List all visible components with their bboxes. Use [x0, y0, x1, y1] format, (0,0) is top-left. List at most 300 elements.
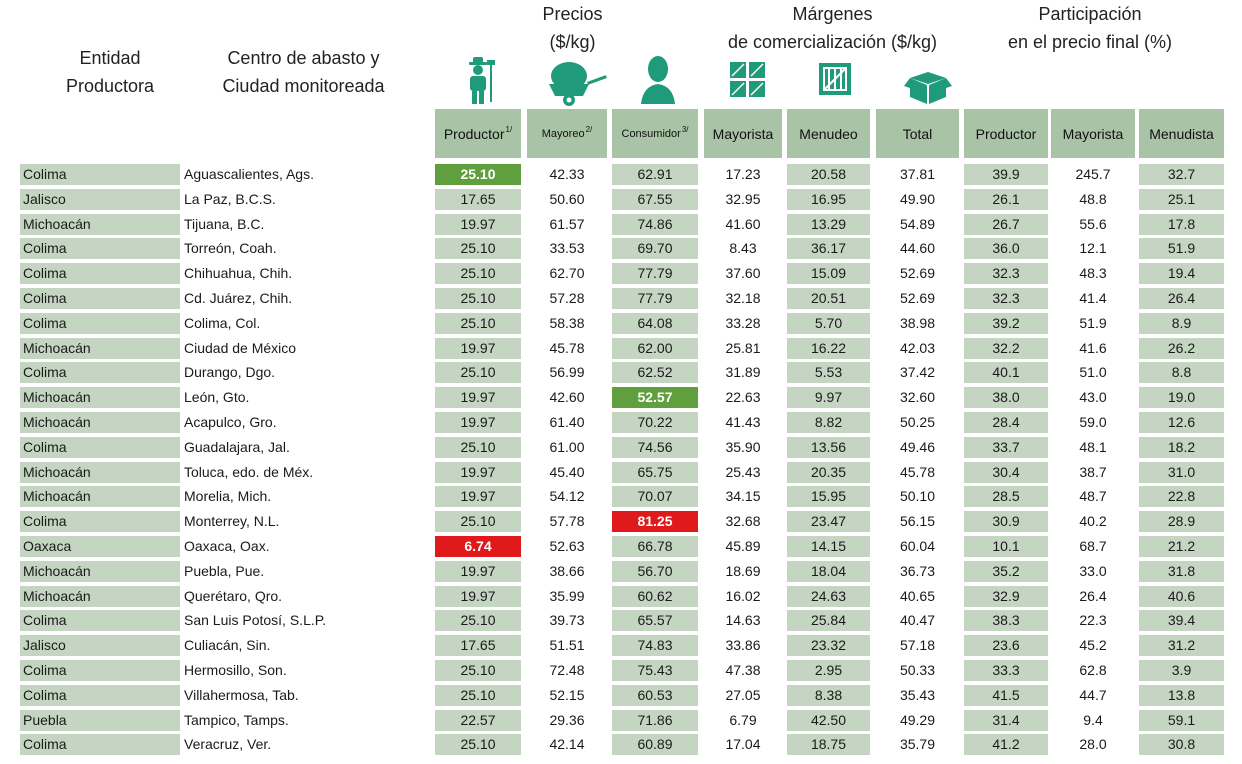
value-cell: 30.4: [964, 462, 1048, 483]
value-cell: 19.97: [435, 338, 521, 359]
value-cell: 28.4: [964, 412, 1048, 433]
colhead-mayorista-margen: Mayorista: [704, 109, 782, 158]
value-cell: 8.38: [787, 685, 870, 706]
colhead-productor-precio: Productor $^{1/}$: [435, 109, 521, 158]
entidad-cell: Colima: [20, 238, 180, 259]
value-cell: 29.36: [549, 711, 585, 728]
table-row: [0, 635, 1242, 660]
entidad-cell: Michoacán: [20, 214, 180, 235]
value-cell: 59.0: [1079, 413, 1107, 430]
value-cell: 30.8: [1139, 734, 1224, 755]
value-cell: 33.7: [964, 437, 1048, 458]
value-cell: 62.52: [612, 362, 698, 383]
colhead-consumidor: Consumidor $^{3/}$: [612, 109, 698, 158]
value-cell: 39.2: [964, 313, 1048, 334]
table-row: [0, 437, 1242, 462]
value-cell: 27.05: [725, 686, 761, 703]
value-cell: 52.69: [899, 289, 936, 306]
value-cell: 48.7: [1079, 488, 1107, 505]
ciudad-cell: Morelia, Mich.: [184, 488, 272, 505]
value-cell: 56.70: [612, 561, 698, 582]
value-cell: 18.69: [725, 562, 761, 579]
value-cell: 50.60: [549, 190, 585, 207]
value-cell: 25.10: [435, 362, 521, 383]
value-cell: 25.10: [435, 288, 521, 309]
value-cell: 16.02: [725, 587, 761, 604]
value-cell: 43.0: [1079, 389, 1107, 406]
header-entidad: Entidad Productora: [65, 48, 155, 96]
value-cell: 25.10: [435, 437, 521, 458]
value-cell: 5.53: [787, 362, 870, 383]
table-row: [0, 734, 1242, 759]
value-cell: 13.8: [1139, 685, 1224, 706]
value-cell: 57.78: [549, 513, 585, 530]
value-cell: 22.8: [1139, 486, 1224, 507]
value-cell: 23.32: [787, 635, 870, 656]
value-cell: 3.9: [1139, 660, 1224, 681]
value-cell: 77.79: [612, 288, 698, 309]
value-cell: 51.51: [549, 637, 585, 654]
value-cell: 17.23: [725, 166, 761, 182]
value-cell: 26.1: [964, 189, 1048, 210]
table-row: [0, 189, 1242, 214]
ciudad-cell: Tijuana, B.C.: [184, 215, 265, 232]
table-row: [0, 462, 1242, 487]
value-cell: 15.09: [787, 263, 870, 284]
value-cell: 32.7: [1139, 164, 1224, 185]
value-cell: 36.0: [964, 238, 1048, 259]
value-cell: 74.83: [612, 635, 698, 656]
value-cell: 22.57: [435, 710, 521, 731]
ciudad-cell: Chihuahua, Chih.: [184, 265, 293, 282]
value-cell: 31.8: [1139, 561, 1224, 582]
value-cell: 61.57: [549, 215, 585, 232]
value-cell: 30.9: [964, 511, 1048, 532]
entidad-cell: Michoacán: [20, 387, 180, 408]
value-cell: 16.22: [787, 338, 870, 359]
value-cell: 48.3: [1079, 265, 1107, 282]
value-cell: 2.95: [787, 660, 870, 681]
header-precios: Precios ($/kg): [542, 4, 603, 52]
value-cell: 22.3: [1079, 612, 1107, 629]
data-table: [0, 164, 1242, 759]
value-cell: 45.89: [725, 537, 761, 554]
value-cell: 33.86: [725, 637, 761, 654]
entidad-cell: Puebla: [20, 710, 180, 731]
value-cell: 32.9: [964, 586, 1048, 607]
value-cell: 62.00: [612, 338, 698, 359]
ciudad-cell: Torreón, Coah.: [184, 240, 277, 257]
entidad-cell: Colima: [20, 164, 180, 185]
value-cell: 60.04: [899, 537, 936, 554]
value-cell: 41.4: [1079, 289, 1107, 306]
value-cell: 50.10: [899, 488, 936, 505]
ciudad-cell: Guadalajara, Jal.: [184, 438, 290, 455]
value-cell: 65.75: [612, 462, 698, 483]
value-cell: 26.4: [1139, 288, 1224, 309]
value-cell: 28.0: [1079, 736, 1107, 753]
value-cell: 28.9: [1139, 511, 1224, 532]
value-cell: 40.47: [899, 612, 936, 629]
value-cell: 25.10: [435, 511, 521, 532]
wheelbarrow-icon: [543, 56, 611, 108]
ciudad-cell: Durango, Dgo.: [184, 364, 276, 381]
entidad-cell: Michoacán: [20, 586, 180, 607]
value-cell: 67.55: [612, 189, 698, 210]
value-cell: 41.60: [725, 215, 761, 232]
value-cell: 32.95: [725, 190, 761, 207]
value-cell: 71.86: [612, 710, 698, 731]
entidad-cell: Michoacán: [20, 462, 180, 483]
table-row: [0, 536, 1242, 561]
ciudad-cell: Querétaro, Qro.: [184, 587, 283, 604]
value-cell: 65.57: [612, 610, 698, 631]
value-cell: 45.78: [549, 339, 585, 356]
value-cell: 41.5: [964, 685, 1048, 706]
value-cell: 62.70: [549, 265, 585, 282]
value-cell: 60.89: [612, 734, 698, 755]
ciudad-cell: Colima, Col.: [184, 314, 261, 331]
value-cell: 19.97: [435, 586, 521, 607]
ciudad-cell: Aguascalientes, Ags.: [184, 166, 314, 182]
entidad-cell: Michoacán: [20, 338, 180, 359]
value-cell: 42.14: [549, 736, 585, 753]
value-cell: 26.7: [964, 214, 1048, 235]
table-row: [0, 610, 1242, 635]
value-cell: 19.0: [1139, 387, 1224, 408]
table-row: [0, 238, 1242, 263]
crate-icon: [818, 62, 852, 96]
box-icon: [902, 64, 954, 104]
value-cell: 19.97: [435, 387, 521, 408]
value-cell: 38.0: [964, 387, 1048, 408]
value-cell: 39.9: [964, 164, 1048, 185]
person-icon: [639, 54, 677, 106]
value-cell: 60.62: [612, 586, 698, 607]
value-cell: 59.1: [1139, 710, 1224, 731]
value-cell: 35.99: [549, 587, 585, 604]
value-cell: 17.8: [1139, 214, 1224, 235]
value-cell: 44.60: [899, 240, 936, 257]
table-row: [0, 412, 1242, 437]
value-cell: 25.10: [435, 238, 521, 259]
value-cell: 31.0: [1139, 462, 1224, 483]
ciudad-cell: Tampico, Tamps.: [184, 711, 289, 728]
value-cell: 25.43: [725, 463, 761, 480]
value-cell: 12.1: [1079, 240, 1107, 257]
table-row: [0, 486, 1242, 511]
table-row: [0, 561, 1242, 586]
value-cell: 25.10: [435, 734, 521, 755]
value-cell: 68.7: [1079, 537, 1107, 554]
value-cell: 54.89: [899, 215, 936, 232]
entidad-cell: Colima: [20, 511, 180, 532]
value-cell: 16.95: [787, 189, 870, 210]
value-cell: 38.3: [964, 610, 1048, 631]
value-cell: 25.10: [435, 313, 521, 334]
value-cell: 33.28: [725, 314, 761, 331]
ciudad-cell: La Paz, B.C.S.: [184, 190, 276, 207]
value-cell: 36.73: [899, 562, 936, 579]
value-cell: 40.6: [1139, 586, 1224, 607]
value-cell: 57.18: [899, 637, 936, 654]
value-cell: 8.82: [787, 412, 870, 433]
value-cell: 61.00: [549, 438, 585, 455]
value-cell: 15.95: [787, 486, 870, 507]
ciudad-cell: Toluca, edo. de Méx.: [184, 463, 314, 480]
table-row: [0, 586, 1242, 611]
table-row: [0, 362, 1242, 387]
value-cell: 77.79: [612, 263, 698, 284]
value-cell: 32.18: [725, 289, 761, 306]
value-cell: 49.29: [899, 711, 936, 728]
value-cell: 8.8: [1139, 362, 1224, 383]
value-cell: 17.04: [725, 736, 761, 753]
value-cell: 25.10: [435, 164, 521, 185]
value-cell: 74.56: [612, 437, 698, 458]
value-cell: 47.38: [725, 661, 761, 678]
value-cell: 5.70: [787, 313, 870, 334]
value-cell: 25.1: [1139, 189, 1224, 210]
value-cell: 20.51: [787, 288, 870, 309]
table-row: [0, 387, 1242, 412]
value-cell: 34.15: [725, 488, 761, 505]
entidad-cell: Colima: [20, 734, 180, 755]
value-cell: 32.2: [964, 338, 1048, 359]
table-row: [0, 214, 1242, 239]
value-cell: 17.65: [435, 189, 521, 210]
crates-icon: [728, 60, 768, 100]
header-margenes: Márgenes de comercialización ($/kg): [727, 4, 938, 52]
value-cell: 41.6: [1079, 339, 1107, 356]
value-cell: 19.97: [435, 462, 521, 483]
table-row: [0, 511, 1242, 536]
value-cell: 61.40: [549, 413, 585, 430]
value-cell: 52.69: [899, 265, 936, 282]
entidad-cell: Colima: [20, 610, 180, 631]
table-row: [0, 164, 1242, 189]
table-row: [0, 660, 1242, 685]
value-cell: 60.53: [612, 685, 698, 706]
value-cell: 18.04: [787, 561, 870, 582]
value-cell: 58.38: [549, 314, 585, 331]
value-cell: 25.84: [787, 610, 870, 631]
value-cell: 13.56: [787, 437, 870, 458]
entidad-cell: Colima: [20, 660, 180, 681]
value-cell: 33.3: [964, 660, 1048, 681]
value-cell: 19.4: [1139, 263, 1224, 284]
ciudad-cell: Hermosillo, Son.: [184, 661, 287, 678]
entidad-cell: Colima: [20, 437, 180, 458]
value-cell: 44.7: [1079, 686, 1107, 703]
value-cell: 57.28: [549, 289, 585, 306]
value-cell: 35.79: [899, 736, 936, 753]
value-cell: 32.3: [964, 288, 1048, 309]
value-cell: 22.63: [725, 389, 761, 406]
value-cell: 19.97: [435, 486, 521, 507]
table-row: [0, 263, 1242, 288]
table-row: [0, 710, 1242, 735]
value-cell: 69.70: [612, 238, 698, 259]
value-cell: 20.58: [787, 164, 870, 185]
value-cell: 245.7: [1075, 166, 1111, 182]
value-cell: 8.9: [1139, 313, 1224, 334]
value-cell: 31.2: [1139, 635, 1224, 656]
colhead-menudista: Menudista: [1139, 109, 1224, 158]
value-cell: 31.4: [964, 710, 1048, 731]
value-cell: 25.10: [435, 610, 521, 631]
value-cell: 14.15: [787, 536, 870, 557]
entidad-cell: Jalisco: [20, 635, 180, 656]
entidad-cell: Oaxaca: [20, 536, 180, 557]
value-cell: 13.29: [787, 214, 870, 235]
ciudad-cell: León, Gto.: [184, 389, 250, 406]
value-cell: 39.4: [1139, 610, 1224, 631]
value-cell: 66.78: [612, 536, 698, 557]
value-cell: 51.9: [1139, 238, 1224, 259]
value-cell: 49.90: [899, 190, 936, 207]
ciudad-cell: Culiacán, Sin.: [184, 637, 271, 654]
value-cell: 19.97: [435, 214, 521, 235]
colhead-mayoreo: Mayoreo $^{2/}$: [527, 109, 607, 158]
value-cell: 70.22: [612, 412, 698, 433]
value-cell: 14.63: [725, 612, 761, 629]
value-cell: 26.2: [1139, 338, 1224, 359]
value-cell: 52.57: [612, 387, 698, 408]
entidad-cell: Colima: [20, 685, 180, 706]
colhead-menudeo: Menudeo: [787, 109, 870, 158]
header-participacion: Participación en el precio final (%): [1007, 4, 1173, 52]
value-cell: 45.40: [549, 463, 585, 480]
value-cell: 54.12: [549, 488, 585, 505]
value-cell: 10.1: [964, 536, 1048, 557]
value-cell: 6.79: [729, 711, 757, 728]
value-cell: 48.1: [1079, 438, 1107, 455]
ciudad-cell: San Luis Potosí, S.L.P.: [184, 612, 327, 629]
value-cell: 21.2: [1139, 536, 1224, 557]
ciudad-cell: Puebla, Pue.: [184, 562, 265, 579]
value-cell: 18.2: [1139, 437, 1224, 458]
value-cell: 50.33: [899, 661, 936, 678]
value-cell: 37.42: [899, 364, 936, 381]
value-cell: 35.2: [964, 561, 1048, 582]
value-cell: 32.60: [899, 389, 936, 406]
value-cell: 81.25: [612, 511, 698, 532]
value-cell: 72.48: [549, 661, 585, 678]
entidad-cell: Colima: [20, 288, 180, 309]
value-cell: 52.15: [549, 686, 585, 703]
value-cell: 9.97: [787, 387, 870, 408]
value-cell: 19.97: [435, 412, 521, 433]
value-cell: 41.2: [964, 734, 1048, 755]
entidad-cell: Michoacán: [20, 412, 180, 433]
entidad-cell: Michoacán: [20, 561, 180, 582]
value-cell: 8.43: [729, 240, 757, 257]
value-cell: 38.7: [1079, 463, 1107, 480]
value-cell: 25.10: [435, 263, 521, 284]
ciudad-cell: Ciudad de México: [184, 339, 297, 356]
value-cell: 45.78: [899, 463, 936, 480]
ciudad-cell: Cd. Juárez, Chih.: [184, 289, 293, 306]
value-cell: 56.99: [549, 364, 585, 381]
value-cell: 64.08: [612, 313, 698, 334]
table-row: [0, 288, 1242, 313]
value-cell: 35.90: [725, 438, 761, 455]
value-cell: 37.60: [725, 265, 761, 282]
value-cell: 18.75: [787, 734, 870, 755]
entidad-cell: Colima: [20, 263, 180, 284]
entidad-cell: Michoacán: [20, 486, 180, 507]
value-cell: 75.43: [612, 660, 698, 681]
value-cell: 49.46: [899, 438, 936, 455]
value-cell: 38.98: [899, 314, 936, 331]
table-row: [0, 685, 1242, 710]
value-cell: 25.10: [435, 685, 521, 706]
value-cell: 48.8: [1079, 190, 1107, 207]
value-cell: 32.3: [964, 263, 1048, 284]
value-cell: 42.50: [787, 710, 870, 731]
value-cell: 23.6: [964, 635, 1048, 656]
farmer-icon: [463, 56, 501, 106]
ciudad-cell: Villahermosa, Tab.: [184, 686, 299, 703]
value-cell: 50.25: [899, 413, 936, 430]
value-cell: 42.60: [549, 389, 585, 406]
ciudad-cell: Acapulco, Gro.: [184, 413, 277, 430]
value-cell: 51.9: [1079, 314, 1107, 331]
value-cell: 42.33: [549, 166, 585, 182]
colhead-total: Total: [876, 109, 959, 158]
value-cell: 9.4: [1083, 711, 1103, 728]
value-cell: 31.89: [725, 364, 761, 381]
value-cell: 23.47: [787, 511, 870, 532]
value-cell: 12.6: [1139, 412, 1224, 433]
entidad-cell: Colima: [20, 362, 180, 383]
entidad-cell: Colima: [20, 313, 180, 334]
value-cell: 32.68: [725, 513, 761, 530]
value-cell: 62.91: [612, 164, 698, 185]
value-cell: 70.07: [612, 486, 698, 507]
value-cell: 56.15: [899, 513, 936, 530]
entidad-cell: Jalisco: [20, 189, 180, 210]
value-cell: 55.6: [1079, 215, 1107, 232]
value-cell: 38.66: [549, 562, 585, 579]
value-cell: 74.86: [612, 214, 698, 235]
value-cell: 40.1: [964, 362, 1048, 383]
value-cell: 28.5: [964, 486, 1048, 507]
value-cell: 62.8: [1079, 661, 1107, 678]
ciudad-cell: Veracruz, Ver.: [184, 736, 272, 753]
value-cell: 20.35: [787, 462, 870, 483]
value-cell: 37.81: [899, 166, 936, 182]
value-cell: 41.43: [725, 413, 761, 430]
value-cell: 24.63: [787, 586, 870, 607]
value-cell: 45.2: [1079, 637, 1107, 654]
value-cell: 36.17: [787, 238, 870, 259]
header-centro: Centro de abasto y Ciudad monitoreada: [222, 48, 385, 96]
value-cell: 25.81: [725, 339, 761, 356]
value-cell: 35.43: [899, 686, 936, 703]
ciudad-cell: Oaxaca, Oax.: [184, 537, 270, 554]
value-cell: 42.03: [899, 339, 936, 356]
value-cell: 33.0: [1079, 562, 1107, 579]
value-cell: 19.97: [435, 561, 521, 582]
value-cell: 17.65: [435, 635, 521, 656]
value-cell: 33.53: [549, 240, 585, 257]
colhead-mayorista-part: Mayorista: [1051, 109, 1135, 158]
value-cell: 51.0: [1079, 364, 1107, 381]
colhead-productor-part: Productor: [964, 109, 1048, 158]
table-row: [0, 313, 1242, 338]
